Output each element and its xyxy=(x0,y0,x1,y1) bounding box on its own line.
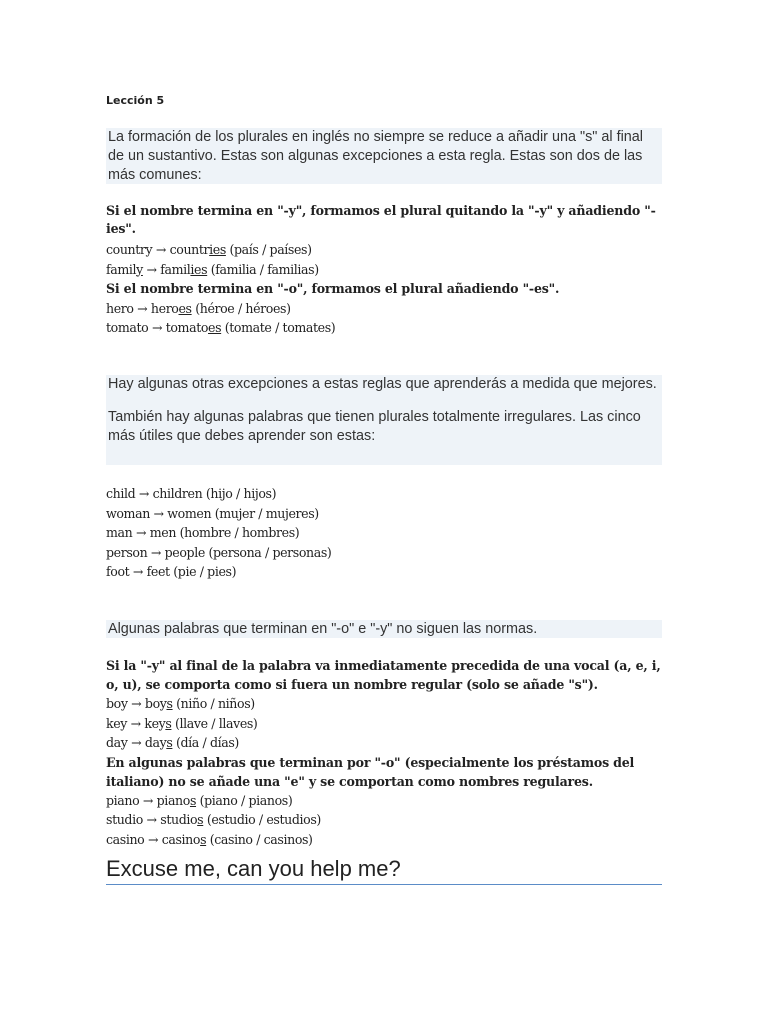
lesson-label: Lección 5 xyxy=(106,94,165,107)
example-boy: boy → boys (niño / niños) xyxy=(106,696,255,711)
example-hero: hero → heroes (héroe / héroes) xyxy=(106,300,291,316)
example-piano: piano → pianos (piano / pianos) xyxy=(106,792,293,808)
section-vowel-italian xyxy=(106,656,662,850)
exceptions-o-y-text: Algunas palabras que terminan en "-o" e "-y" no siguen las normas. xyxy=(108,621,538,637)
irregular-child: child → children (hijo / hijos) xyxy=(106,486,277,501)
irregular-plurals-list xyxy=(106,484,662,582)
section-heading: Excuse me, can you help me? xyxy=(106,854,662,885)
exceptions-text: Hay algunas otras excepciones a estas reglas que aprenderás a medida que mejores. xyxy=(108,376,657,392)
section-y-o-rules xyxy=(106,202,662,338)
irregular-man: man → men (hombre / hombres) xyxy=(106,525,300,541)
example-family: family → families (familia / familias) xyxy=(106,261,319,277)
rule-vowel: Si la "-y" al final de la palabra va inmediatamente precedida de una vocal (a, e, i, o, u), se comporta como si fuera un nombre regular (solo se añade "s"). xyxy=(106,658,661,692)
irregular-person: person → people (persona / personas) xyxy=(106,544,332,560)
irregular-woman: woman → women (mujer / mujeres) xyxy=(106,505,319,521)
irregular-foot: foot → feet (pie / pies) xyxy=(106,564,237,580)
example-casino: casino → casinos (casino / casinos) xyxy=(106,831,313,847)
exceptions-o-y-note xyxy=(106,620,662,638)
example-tomato: tomato → tomatoes (tomate / tomates) xyxy=(106,320,336,336)
example-day: day → days (día / días) xyxy=(106,735,239,751)
rule-o: Si el nombre termina en "-o", formamos el plural añadiendo "-es". xyxy=(106,281,560,297)
example-country: country → countries (país / países) xyxy=(106,242,312,257)
rule-y: Si el nombre termina en "-y", formamos el plural quitando la "-y" y añadiendo "-ies". xyxy=(106,203,656,236)
example-studio: studio → studios (estudio / estudios) xyxy=(106,812,321,828)
example-key: key → keys (llave / llaves) xyxy=(106,715,258,731)
rule-italian: En algunas palabras que terminan por "-o" (especialmente los préstamos del italiano) no se añade una "e" y se comportan como nombres regulares. xyxy=(106,754,635,789)
exceptions-note xyxy=(106,375,662,465)
irregulars-intro-text: También hay algunas palabras que tienen plurales totalmente irregulares. Las cinco más útiles que debes aprender son estas: xyxy=(108,409,641,444)
intro-note xyxy=(106,128,662,184)
intro-text: La formación de los plurales en inglés no siempre se reduce a añadir una "s" al final de un sustantivo. Estas son algunas excepciones a esta regla. Estas son dos de las más comunes: xyxy=(108,129,643,183)
